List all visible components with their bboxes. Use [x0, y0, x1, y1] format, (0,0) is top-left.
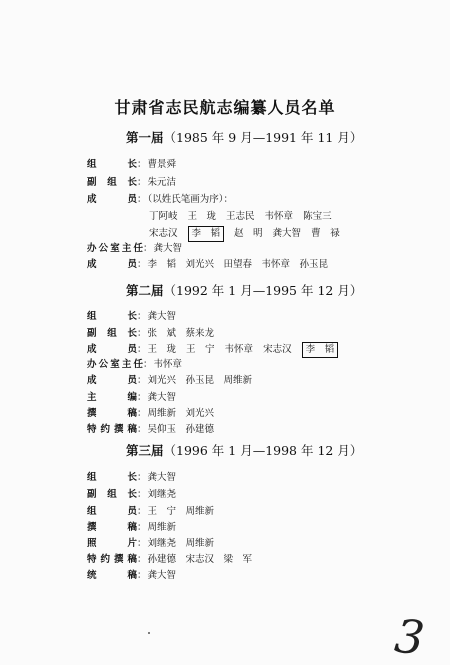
role-label: 撰 稿	[87, 408, 137, 419]
role-value: 朱元洁	[147, 177, 177, 188]
role-label: 组 员	[87, 506, 137, 517]
role-label: 组 长	[87, 311, 137, 322]
role-value: 孙建德 宋志汉 梁 军	[147, 554, 253, 565]
roster-row: 组 长：龚大智	[87, 472, 177, 483]
roster-row: 办公室主任：韦怀章	[87, 359, 183, 370]
role-label: 办公室主任	[87, 359, 143, 370]
session-name: 第二届	[126, 283, 164, 298]
role-label: 照 片	[87, 538, 137, 549]
member-name: 王 珑	[147, 344, 177, 355]
session-heading-2	[126, 281, 362, 299]
role-value: 周维新 刘光兴	[147, 408, 215, 419]
role-label: 成 员	[87, 194, 137, 205]
role-label: 副组长	[87, 328, 137, 339]
session-heading-1	[126, 128, 362, 146]
session-heading-3	[126, 441, 362, 459]
role-value: 刘继尧	[147, 489, 177, 500]
scan-speck	[148, 632, 150, 634]
roster-row: 照 片：刘继尧 周维新	[87, 538, 215, 549]
member-name: 王 宁	[186, 344, 215, 355]
member-name: 曹 禄	[311, 228, 340, 239]
role-value: 龚大智	[147, 472, 177, 483]
role-label: 特约撰稿	[87, 424, 137, 435]
role-value: 王 宁 周维新	[147, 506, 215, 517]
roster-row: 组 长：曹景舜	[87, 159, 177, 170]
role-label: 统 稿	[87, 570, 137, 581]
roster-row: 成 员：（以姓氏笔画为序）：	[87, 194, 234, 205]
role-value: 李 韬 刘光兴 田望春 韦怀章 孙玉昆	[147, 259, 329, 270]
session-period: （1985 年 9 月—1991 年 11 月）	[163, 130, 363, 145]
role-value: 龚大智	[147, 570, 177, 581]
session-name: 第一届	[126, 130, 164, 145]
role-value: 吴仰玉 孙建德	[147, 424, 215, 435]
roster-row: 统 稿：龚大智	[87, 570, 177, 581]
member-name: 王 珑	[187, 211, 217, 222]
member-name: 龚大智	[272, 228, 302, 239]
page-number: 3	[392, 608, 428, 665]
member-name: 丁阿岐	[149, 211, 178, 222]
role-value: 韦怀章	[153, 359, 183, 370]
session-name: 第三届	[126, 443, 164, 458]
role-value: 刘继尧 周维新	[147, 538, 215, 549]
roster-row: 办公室主任：龚大智	[87, 243, 183, 254]
role-label: 副组长	[87, 177, 137, 188]
session-period: （1996 年 1 月—1998 年 12 月）	[163, 443, 363, 458]
member-names-row	[148, 210, 341, 224]
role-label: 撰 稿	[87, 522, 137, 533]
role-value: 周维新	[147, 522, 177, 533]
member-name: 韦怀章	[264, 211, 294, 222]
role-label: 组 长	[87, 159, 137, 170]
roster-row: 成 员：李 韬 刘光兴 田望春 韦怀章 孙玉昆	[87, 259, 329, 270]
role-label: 办公室主任	[87, 243, 143, 254]
role-value: 曹景舜	[147, 159, 177, 170]
role-label: 成 员	[87, 259, 137, 270]
member-name: 陈宝三	[303, 211, 332, 222]
member-name: 赵 明	[234, 228, 263, 239]
roster-row: 副组长：张 斌 蔡来龙	[87, 328, 215, 339]
role-label: 特约撰稿	[87, 554, 137, 565]
member-name: 宋志汉	[149, 228, 178, 239]
role-label: 成 员	[87, 344, 137, 355]
role-label: 主 编	[87, 392, 137, 403]
role-note: （以姓氏笔画为序）：	[147, 194, 234, 205]
session-period: （1992 年 1 月—1995 年 12 月）	[163, 283, 363, 298]
role-value: 龚大智	[147, 392, 177, 403]
role-label: 副组长	[87, 489, 137, 500]
member-names-row	[148, 226, 349, 240]
roster-row: 成 员：刘光兴 孙玉昆 周维新	[87, 375, 253, 386]
boxed-member-name: 李 韬	[188, 226, 225, 242]
member-name: 韦怀章	[224, 344, 254, 355]
role-value: 张 斌 蔡来龙	[147, 328, 215, 339]
member-name: 宋志汉	[263, 344, 292, 355]
document-title: 甘肃省志民航志编纂人员名单	[114, 98, 336, 117]
role-value: 刘光兴 孙玉昆 周维新	[147, 375, 253, 386]
roster-row: 成 员：王 珑 王 宁 韦怀章 宋志汉 李 韬	[87, 342, 347, 356]
roster-row: 副组长：朱元洁	[87, 177, 177, 188]
role-label: 组 长	[87, 472, 137, 483]
roster-row: 特约撰稿：吴仰玉 孙建德	[87, 424, 215, 435]
member-name: 王志民	[226, 211, 255, 222]
roster-row: 特约撰稿：孙建德 宋志汉 梁 军	[87, 554, 253, 565]
roster-row: 主 编：龚大智	[87, 392, 177, 403]
role-value: 龚大智	[153, 243, 183, 254]
roster-row: 撰 稿：周维新 刘光兴	[87, 408, 215, 419]
boxed-member-name: 李 韬	[302, 342, 339, 358]
roster-row: 组 员：王 宁 周维新	[87, 506, 215, 517]
role-label: 成 员	[87, 375, 137, 386]
roster-row: 撰 稿：周维新	[87, 522, 177, 533]
roster-row: 副组长：刘继尧	[87, 489, 177, 500]
role-value: 龚大智	[147, 311, 177, 322]
roster-row: 组 长：龚大智	[87, 311, 177, 322]
